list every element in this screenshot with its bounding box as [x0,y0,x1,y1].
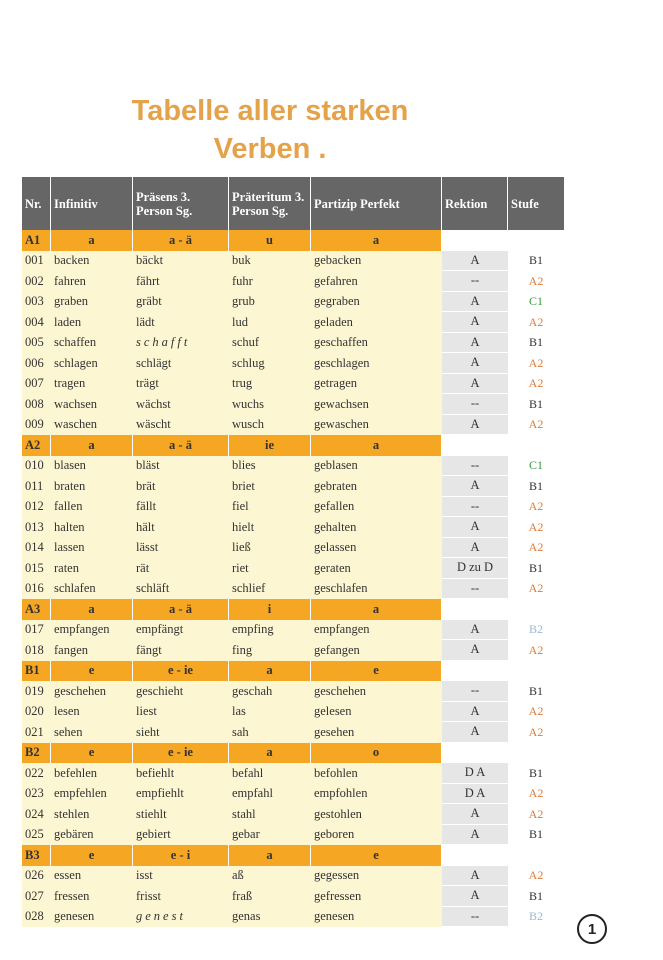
cell-praeteritum: schlug [229,353,311,374]
cell-praesens: geschieht [133,681,229,702]
cell-stufe: B1 [528,827,543,842]
cell-stufe: B1 [528,396,543,411]
group-praesens: a - ä [133,435,229,456]
table-row [22,394,564,415]
cell-stufe: A2 [528,806,544,821]
cell-nr: 021 [22,722,51,743]
cell-praesens: wäscht [133,415,229,436]
cell-partizip: gebraten [311,476,442,497]
cell-stufe: B2 [528,909,543,924]
title-line-2: Verben . [213,133,327,165]
cell-praeteritum: geschah [229,681,311,702]
page-number-badge: 1 [577,914,607,944]
table-row [22,804,564,825]
group-blank [442,435,508,456]
cell-stufe: B1 [528,478,543,493]
table-row [22,333,564,354]
cell-praeteritum: befahl [229,763,311,784]
cell-stufe: B1 [528,765,543,780]
cell-rektion: -- [442,271,508,292]
cell-rektion: A [442,251,508,272]
cell-nr: 023 [22,784,51,805]
header-praeteritum: Präteritum 3. Person Sg. [229,177,311,230]
cell-stufe: A2 [528,581,544,596]
cell-praesens: schafft [133,333,229,354]
cell-nr: 020 [22,702,51,723]
cell-infinitiv: genesen [51,907,133,928]
cell-infinitiv: essen [51,866,133,887]
cell-praeteritum: fuhr [229,271,311,292]
cell-nr: 003 [22,292,51,313]
group-row [22,743,564,764]
cell-rektion: A [442,353,508,374]
cell-praesens: schlägt [133,353,229,374]
table-row [22,497,564,518]
table-row [22,476,564,497]
cell-praesens: isst [133,866,229,887]
group-partizip: e [311,845,442,866]
cell-nr: 015 [22,558,51,579]
cell-partizip: gewaschen [311,415,442,436]
cell-nr: 025 [22,825,51,846]
cell-praeteritum: hielt [229,517,311,538]
cell-partizip: gefallen [311,497,442,518]
group-praeteritum: u [229,230,311,251]
cell-praeteritum: trug [229,374,311,395]
title-line-1: Tabelle aller starken [131,95,409,127]
header-nr: Nr. [22,177,51,230]
cell-rektion: A [442,476,508,497]
group-blank [442,599,508,620]
cell-praesens: liest [133,702,229,723]
cell-praesens: empfiehlt [133,784,229,805]
group-partizip: a [311,435,442,456]
cell-rektion: D A [442,784,508,805]
cell-praesens: stiehlt [133,804,229,825]
group-label: B3 [22,845,51,866]
table-row [22,292,564,313]
cell-infinitiv: fallen [51,497,133,518]
group-label: A1 [22,230,51,251]
cell-infinitiv: raten [51,558,133,579]
cell-praesens: befiehlt [133,763,229,784]
group-infinitiv: e [51,845,133,866]
group-infinitiv: e [51,661,133,682]
cell-nr: 024 [22,804,51,825]
cell-nr: 002 [22,271,51,292]
header-praesens: Präsens 3. Person Sg. [133,177,229,230]
table-row [22,517,564,538]
cell-praeteritum: blies [229,456,311,477]
cell-nr: 016 [22,579,51,600]
cell-partizip: genesen [311,907,442,928]
cell-stufe: A2 [528,273,544,288]
cell-infinitiv: braten [51,476,133,497]
cell-rektion: A [442,538,508,559]
table-row [22,866,564,887]
cell-praeteritum: empfahl [229,784,311,805]
table-body [22,230,564,927]
cell-stufe: B2 [528,622,543,637]
cell-rektion: -- [442,394,508,415]
cell-partizip: geschaffen [311,333,442,354]
cell-praeteritum: wusch [229,415,311,436]
group-label: A3 [22,599,51,620]
group-praesens: e - ie [133,743,229,764]
table-header [22,177,564,230]
group-row [22,661,564,682]
cell-praesens: lässt [133,538,229,559]
cell-praesens: fährt [133,271,229,292]
table-row [22,620,564,641]
cell-rektion: A [442,825,508,846]
table-row [22,763,564,784]
group-blank [508,661,564,682]
cell-praeteritum: sah [229,722,311,743]
cell-infinitiv: stehlen [51,804,133,825]
cell-stufe: B1 [528,888,543,903]
cell-nr: 012 [22,497,51,518]
cell-partizip: gefangen [311,640,442,661]
header-partizip: Partizip Perfekt [311,177,442,230]
cell-praeteritum: riet [229,558,311,579]
cell-praesens: rät [133,558,229,579]
group-blank [442,845,508,866]
cell-stufe: C1 [528,458,543,473]
group-blank [508,230,564,251]
cell-partizip: gegraben [311,292,442,313]
group-praeteritum: a [229,743,311,764]
cell-rektion: A [442,722,508,743]
group-infinitiv: a [51,599,133,620]
cell-rektion: -- [442,456,508,477]
cell-rektion: A [442,333,508,354]
cell-infinitiv: empfehlen [51,784,133,805]
cell-praeteritum: buk [229,251,311,272]
group-blank [508,435,564,456]
cell-infinitiv: geschehen [51,681,133,702]
cell-praesens: sieht [133,722,229,743]
cell-infinitiv: fahren [51,271,133,292]
cell-praeteritum: fraß [229,886,311,907]
cell-nr: 014 [22,538,51,559]
cell-partizip: gelassen [311,538,442,559]
cell-partizip: gesehen [311,722,442,743]
group-praeteritum: a [229,661,311,682]
table-row [22,538,564,559]
cell-infinitiv: lassen [51,538,133,559]
group-partizip: a [311,599,442,620]
header-stufe: Stufe [511,196,539,211]
cell-stufe: A2 [528,704,544,719]
cell-rektion: A [442,312,508,333]
cell-nr: 004 [22,312,51,333]
cell-infinitiv: wachsen [51,394,133,415]
cell-partizip: empfohlen [311,784,442,805]
cell-stufe: B1 [528,335,543,350]
table-row [22,681,564,702]
table-row [22,251,564,272]
group-row [22,845,564,866]
group-praesens: a - ä [133,599,229,620]
group-partizip: o [311,743,442,764]
cell-praesens: wächst [133,394,229,415]
group-praeteritum: ie [229,435,311,456]
cell-rektion: -- [442,497,508,518]
cell-nr: 005 [22,333,51,354]
cell-praesens: empfängt [133,620,229,641]
cell-infinitiv: waschen [51,415,133,436]
cell-partizip: getragen [311,374,442,395]
cell-stufe: A2 [528,417,544,432]
group-partizip: a [311,230,442,251]
cell-rektion: D zu D [442,558,508,579]
cell-rektion: A [442,804,508,825]
page-title [0,92,540,168]
cell-rektion: A [442,640,508,661]
cell-stufe: A2 [528,519,544,534]
table-row [22,825,564,846]
group-label: A2 [22,435,51,456]
group-praeteritum: i [229,599,311,620]
cell-praeteritum: grub [229,292,311,313]
group-praesens: a - ä [133,230,229,251]
group-row [22,435,564,456]
cell-praesens: hält [133,517,229,538]
cell-praeteritum: aß [229,866,311,887]
group-label: B1 [22,661,51,682]
cell-praeteritum: wuchs [229,394,311,415]
cell-praeteritum: briet [229,476,311,497]
group-row [22,230,564,251]
cell-stufe: A2 [528,499,544,514]
cell-infinitiv: empfangen [51,620,133,641]
cell-infinitiv: lesen [51,702,133,723]
cell-partizip: geschlagen [311,353,442,374]
cell-praesens: brät [133,476,229,497]
cell-stufe: A2 [528,540,544,555]
group-blank [442,661,508,682]
cell-nr: 001 [22,251,51,272]
cell-praeteritum: gebar [229,825,311,846]
cell-infinitiv: sehen [51,722,133,743]
cell-infinitiv: fressen [51,886,133,907]
cell-praesens: frisst [133,886,229,907]
group-praesens: e - i [133,845,229,866]
cell-rektion: -- [442,579,508,600]
cell-rektion: A [442,292,508,313]
cell-rektion: -- [442,907,508,928]
cell-stufe: A2 [528,724,544,739]
cell-partizip: geblasen [311,456,442,477]
cell-nr: 019 [22,681,51,702]
cell-praesens: fängt [133,640,229,661]
group-row [22,599,564,620]
cell-nr: 017 [22,620,51,641]
group-blank [442,743,508,764]
cell-nr: 022 [22,763,51,784]
table-row [22,558,564,579]
cell-partizip: befohlen [311,763,442,784]
cell-nr: 010 [22,456,51,477]
table-row [22,312,564,333]
cell-partizip: empfangen [311,620,442,641]
cell-nr: 018 [22,640,51,661]
cell-praeteritum: las [229,702,311,723]
group-infinitiv: a [51,435,133,456]
table-row [22,702,564,723]
cell-partizip: gegessen [311,866,442,887]
cell-partizip: gehalten [311,517,442,538]
cell-infinitiv: graben [51,292,133,313]
cell-infinitiv: schlafen [51,579,133,600]
cell-praesens: bläst [133,456,229,477]
cell-praesens: lädt [133,312,229,333]
cell-nr: 011 [22,476,51,497]
cell-praeteritum: empfing [229,620,311,641]
cell-stufe: B1 [528,560,543,575]
cell-infinitiv: befehlen [51,763,133,784]
group-partizip: e [311,661,442,682]
cell-infinitiv: backen [51,251,133,272]
cell-rektion: A [442,374,508,395]
cell-partizip: gestohlen [311,804,442,825]
cell-praesens: gebiert [133,825,229,846]
cell-rektion: A [442,886,508,907]
group-praesens: e - ie [133,661,229,682]
table-row [22,784,564,805]
group-praeteritum: a [229,845,311,866]
cell-infinitiv: schlagen [51,353,133,374]
cell-stufe: B1 [528,683,543,698]
cell-praesens: genest [133,907,229,928]
cell-stufe: A2 [528,314,544,329]
group-blank [508,845,564,866]
cell-partizip: gewachsen [311,394,442,415]
cell-infinitiv: tragen [51,374,133,395]
group-infinitiv: a [51,230,133,251]
cell-partizip: geschehen [311,681,442,702]
table-row [22,415,564,436]
group-blank [508,599,564,620]
cell-stufe: A2 [528,355,544,370]
group-infinitiv: e [51,743,133,764]
table-row [22,353,564,374]
cell-praeteritum: genas [229,907,311,928]
cell-rektion: A [442,415,508,436]
table-row [22,907,564,928]
cell-nr: 013 [22,517,51,538]
cell-partizip: gebacken [311,251,442,272]
cell-nr: 027 [22,886,51,907]
cell-partizip: geboren [311,825,442,846]
cell-praeteritum: ließ [229,538,311,559]
cell-praeteritum: schuf [229,333,311,354]
cell-nr: 028 [22,907,51,928]
cell-stufe: A2 [528,376,544,391]
cell-infinitiv: gebären [51,825,133,846]
header-infinitiv: Infinitiv [51,177,133,230]
cell-nr: 007 [22,374,51,395]
cell-praeteritum: fing [229,640,311,661]
cell-partizip: geraten [311,558,442,579]
cell-stufe: A2 [528,642,544,657]
cell-partizip: geschlafen [311,579,442,600]
cell-praeteritum: fiel [229,497,311,518]
cell-infinitiv: schaffen [51,333,133,354]
cell-infinitiv: fangen [51,640,133,661]
cell-infinitiv: laden [51,312,133,333]
cell-partizip: gefahren [311,271,442,292]
cell-partizip: gefressen [311,886,442,907]
cell-infinitiv: halten [51,517,133,538]
group-blank [508,743,564,764]
cell-praesens: schläft [133,579,229,600]
cell-praesens: bäckt [133,251,229,272]
cell-praeteritum: stahl [229,804,311,825]
cell-nr: 006 [22,353,51,374]
cell-stufe: A2 [528,868,544,883]
cell-partizip: gelesen [311,702,442,723]
table-row [22,271,564,292]
cell-partizip: geladen [311,312,442,333]
group-blank [442,230,508,251]
table-row [22,886,564,907]
table-row [22,456,564,477]
cell-rektion: A [442,866,508,887]
table-row [22,374,564,395]
cell-rektion: A [442,702,508,723]
cell-nr: 009 [22,415,51,436]
table-row [22,640,564,661]
cell-praesens: fällt [133,497,229,518]
table-row [22,579,564,600]
cell-stufe: C1 [528,294,543,309]
table-row [22,722,564,743]
header-rektion: Rektion [442,177,508,230]
group-label: B2 [22,743,51,764]
cell-praeteritum: schlief [229,579,311,600]
cell-stufe: A2 [528,786,544,801]
cell-rektion: A [442,517,508,538]
cell-rektion: D A [442,763,508,784]
cell-stufe: B1 [528,253,543,268]
cell-praesens: trägt [133,374,229,395]
verb-table [22,177,564,927]
cell-praeteritum: lud [229,312,311,333]
cell-nr: 026 [22,866,51,887]
cell-nr: 008 [22,394,51,415]
cell-infinitiv: blasen [51,456,133,477]
cell-praesens: gräbt [133,292,229,313]
cell-rektion: A [442,620,508,641]
cell-rektion: -- [442,681,508,702]
